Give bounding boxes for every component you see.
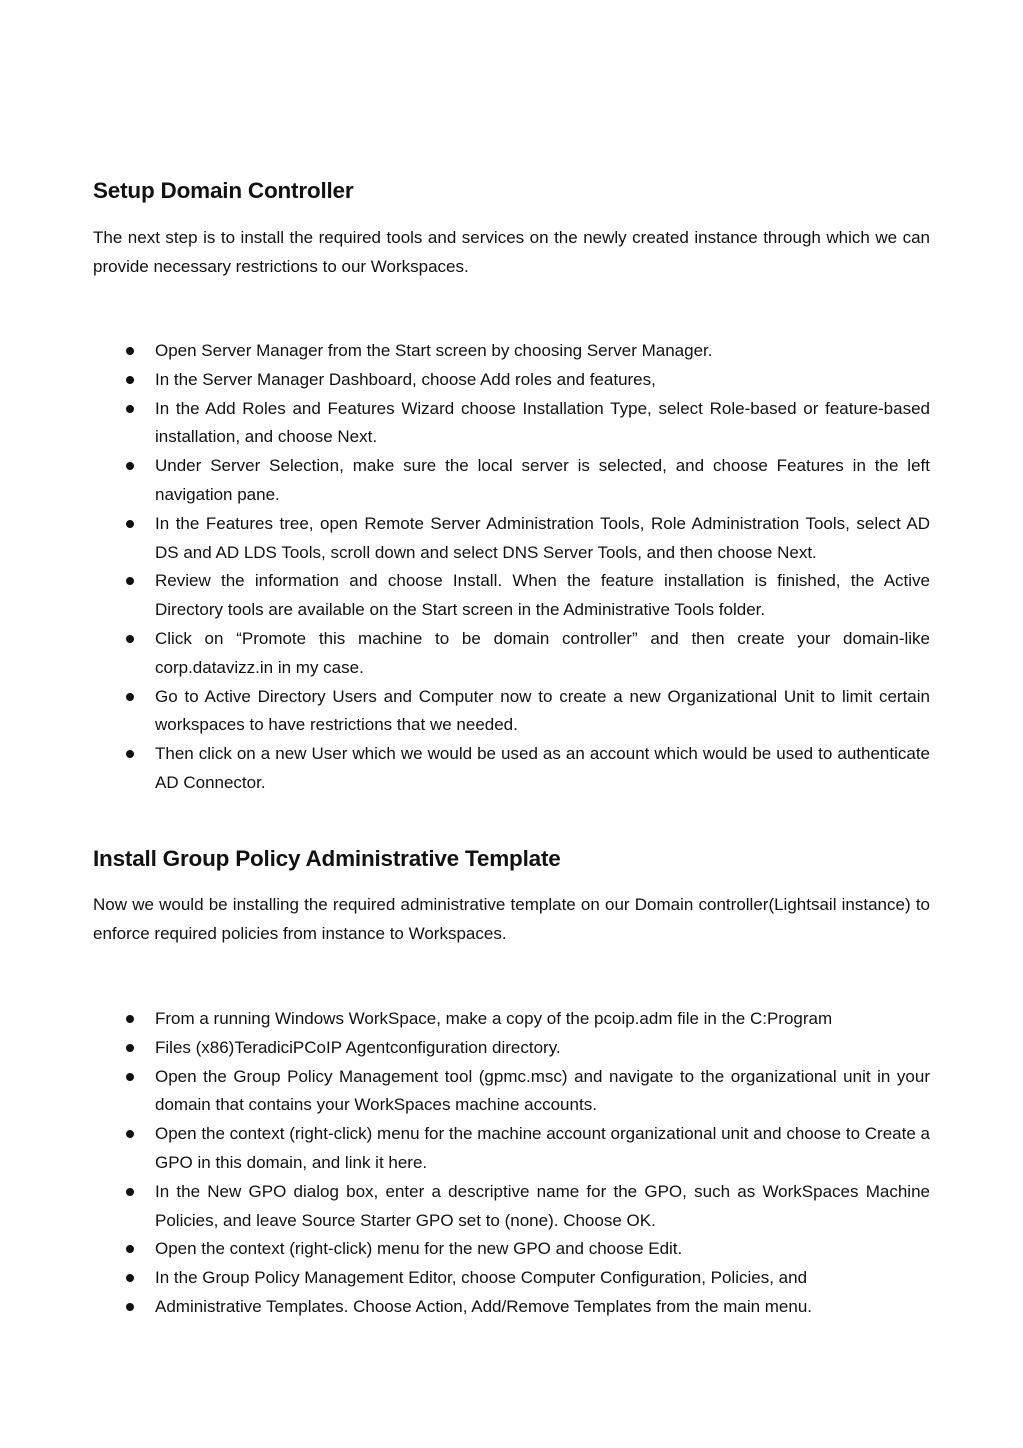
list-item bbox=[93, 395, 930, 453]
bullet-icon bbox=[126, 462, 134, 470]
list-item-text: In the Server Manager Dashboard, choose Add roles and features, bbox=[155, 369, 656, 389]
list-item-text: Open the context (right-click) menu for the new GPO and choose Edit. bbox=[155, 1239, 683, 1259]
list-item bbox=[93, 366, 930, 395]
bullet-icon bbox=[126, 635, 134, 643]
bullet-icon bbox=[126, 1245, 134, 1253]
list-item-text: Click on “Promote this machine to be domain controller” and then create your domain-like corp.datavizz.in in my case. bbox=[155, 628, 930, 677]
bullet-icon bbox=[126, 750, 134, 758]
list-item bbox=[93, 1293, 930, 1322]
bullet-icon bbox=[126, 347, 134, 355]
list-item bbox=[93, 683, 930, 741]
list-item bbox=[93, 625, 930, 683]
bullet-icon bbox=[126, 376, 134, 384]
section-intro-paragraph: The next step is to install the required tools and services on the newly created instance through which we can provide necessary restrictions to our Workspaces. bbox=[93, 228, 930, 276]
list-item-text: In the Add Roles and Features Wizard choose Installation Type, select Role-based or feature-based installation, and choose Next. bbox=[155, 398, 930, 447]
bullet-icon bbox=[126, 1073, 134, 1081]
bullet-icon bbox=[126, 1303, 134, 1311]
bullet-icon bbox=[126, 405, 134, 413]
list-item bbox=[93, 1034, 930, 1063]
section-heading-setup-domain-controller: Setup Domain Controller bbox=[93, 178, 354, 203]
setup-steps-list bbox=[93, 337, 930, 798]
list-item bbox=[93, 1005, 930, 1034]
list-item bbox=[93, 1063, 930, 1121]
list-item bbox=[93, 1120, 930, 1178]
list-item-text: In the Features tree, open Remote Server Administration Tools, Role Administration Tools, select AD DS and AD LDS Tools, scroll down and select DNS Server Tools, and then choose Next. bbox=[155, 513, 930, 562]
list-item-text: Under Server Selection, make sure the local server is selected, and choose Features in the left navigation pane. bbox=[155, 456, 930, 504]
list-item bbox=[93, 567, 930, 625]
list-item-text: Review the information and choose Install. When the feature installation is finished, the Active Directory tools are available on the Start screen in the Administrative Tools folder. bbox=[155, 571, 930, 620]
list-item bbox=[93, 452, 930, 510]
list-item-text: In the New GPO dialog box, enter a descriptive name for the GPO, such as WorkSpaces Machine Policies, and leave Source Starter GPO set to (none). Choose OK. bbox=[155, 1181, 930, 1230]
list-item-text: Go to Active Directory Users and Computer now to create a new Organizational Unit to limit certain workspaces to have restrictions that we needed. bbox=[155, 686, 930, 735]
list-item-text: Administrative Templates. Choose Action, Add/Remove Templates from the main menu. bbox=[155, 1296, 813, 1316]
bullet-icon bbox=[126, 1015, 134, 1023]
list-item-text: Open Server Manager from the Start screen by choosing Server Manager. bbox=[155, 341, 713, 360]
template-steps-list bbox=[93, 1005, 930, 1322]
list-item bbox=[93, 1264, 930, 1293]
bullet-icon bbox=[126, 693, 134, 701]
list-item-text: Open the Group Policy Management tool (gpmc.msc) and navigate to the organizational unit in your domain that contains your WorkSpaces machine accounts. bbox=[155, 1066, 930, 1115]
list-item-text: From a running Windows WorkSpace, make a copy of the pcoip.adm file in the C:Program bbox=[155, 1009, 833, 1028]
bullet-icon bbox=[126, 577, 134, 585]
list-item bbox=[93, 337, 930, 366]
bullet-icon bbox=[126, 1044, 134, 1052]
list-item bbox=[93, 510, 930, 568]
list-item-text: In the Group Policy Management Editor, choose Computer Configuration, Policies, and bbox=[155, 1268, 808, 1288]
bullet-icon bbox=[126, 520, 134, 528]
list-item-text: Open the context (right-click) menu for the machine account organizational unit and choose to Create a GPO in this domain, and link it here. bbox=[155, 1124, 930, 1172]
list-item-text: Then click on a new User which we would be used as an account which would be used to authenticate AD Connector. bbox=[155, 744, 930, 792]
list-item-text: Files (x86)TeradiciPCoIP Agentconfiguration directory. bbox=[155, 1037, 561, 1057]
list-item bbox=[93, 1235, 930, 1264]
list-item bbox=[93, 1178, 930, 1236]
bullet-icon bbox=[126, 1130, 134, 1138]
bullet-icon bbox=[126, 1188, 134, 1196]
list-item bbox=[93, 740, 930, 798]
bullet-icon bbox=[126, 1274, 134, 1282]
section-intro-paragraph: Now we would be installing the required administrative template on our Domain controller(Lightsail instance) to enforce required policies from instance to Workspaces. bbox=[93, 895, 930, 943]
section-heading-install-group-policy-template: Install Group Policy Administrative Template bbox=[93, 846, 561, 871]
